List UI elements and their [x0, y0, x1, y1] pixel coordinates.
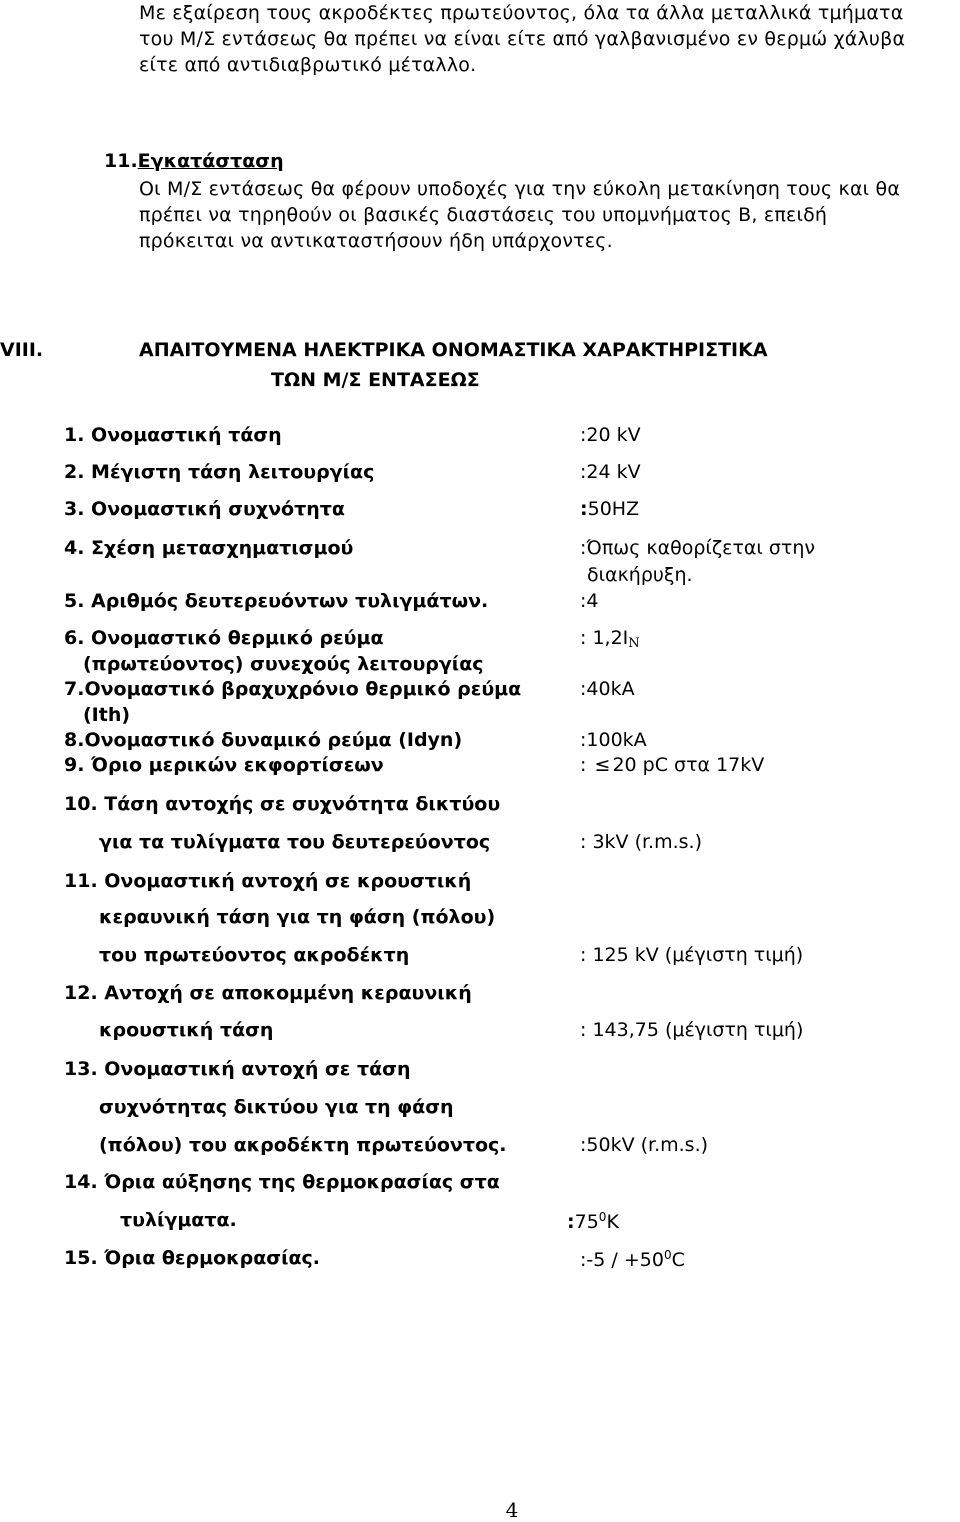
spec-7-label-line-1: 7.Ονομαστικό βραχυχρόνιο θερμικό ρεύμα [64, 678, 522, 700]
spec-8-value: :100kA [580, 729, 647, 751]
page-number: 4 [505, 1498, 519, 1522]
spec-14-value: 75 [574, 1211, 599, 1233]
spec-13-value: :50kV (r.m.s.) [580, 1134, 709, 1156]
section-11-title: Εγκατάσταση [137, 150, 284, 172]
spec-14-colon: : [567, 1211, 575, 1233]
spec-3-value: 50HZ [587, 498, 640, 520]
spec-9-label: 9. Όριο μερικών εκφορτίσεων [64, 754, 384, 776]
spec-10-value: : 3kV (r.m.s.) [580, 831, 702, 853]
spec-13-label-line-3: (πόλου) του ακροδέκτη πρωτεύοντος. [99, 1134, 507, 1156]
section-11-line-2: πρέπει να τηρηθούν οι βασικές διαστάσεις του υπομνήματος Β, επειδή [139, 204, 828, 226]
spec-6-subscript: N [628, 636, 640, 651]
spec-8-label: 8.Ονομαστικό δυναμικό ρεύμα (Idyn) [64, 729, 463, 751]
section-8-number: VIII. [0, 339, 44, 361]
section-11-line-1: Οι Μ/Σ εντάσεως θα φέρουν υποδοχές για την εύκολη μετακίνηση τους και θα [139, 178, 901, 200]
spec-3-value-group [580, 500, 639, 519]
spec-3-colon: : [580, 498, 588, 520]
spec-13-label-line-2: συχνότητας δικτύου για τη φάση [99, 1096, 454, 1118]
spec-14-label-line-1: 14. Όρια αύξησης της θερμοκρασίας στα [64, 1171, 500, 1193]
spec-3-label: 3. Ονομαστική συχνότητα [64, 498, 345, 520]
spec-11-label-line-1: 11. Ονομαστική αντοχή σε κρουστική [64, 870, 472, 892]
spec-4-value-line-1: :Όπως καθορίζεται στην [580, 537, 816, 559]
spec-14-superscript: 0 [598, 1210, 607, 1224]
spec-12-value: : 143,75 (μέγιστη τιμή) [580, 1019, 804, 1041]
spec-11-label-line-3: του πρωτεύοντος ακροδέκτη [99, 944, 410, 966]
intro-line-2: του Μ/Σ εντάσεως θα πρέπει να είναι είτε από γαλβανισμένο εν θερμώ χάλυβα [139, 28, 906, 50]
spec-15-unit: C [671, 1249, 685, 1271]
spec-10-label-line-1: 10. Τάση αντοχής σε συχνότητα δικτύου [64, 793, 501, 815]
section-8-title-line-2: ΤΩΝ Μ/Σ ΕΝΤΑΣΕΩΣ [271, 369, 480, 391]
spec-12-label-line-1: 12. Αντοχή σε αποκομμένη κεραυνική [64, 982, 472, 1004]
spec-14-unit: K [606, 1211, 619, 1233]
spec-7-label-line-2: (Ith) [83, 704, 131, 726]
section-11-heading [104, 152, 284, 171]
spec-2-label: 2. Μέγιστη τάση λειτουργίας [64, 461, 375, 483]
spec-15-superscript: 0 [663, 1248, 672, 1262]
spec-6-label-line-2: (πρωτεύοντος) συνεχούς λειτουργίας [83, 653, 484, 675]
spec-7-value: :40kA [580, 678, 635, 700]
spec-4-value-line-2: διακήρυξη. [587, 564, 693, 586]
spec-11-value: : 125 kV (μέγιστη τιμή) [580, 944, 804, 966]
spec-9-prefix: : [580, 754, 593, 776]
spec-6-value: : 1,2I [580, 627, 629, 649]
section-11-line-3: πρόκειται να αντικαταστήσουν ήδη υπάρχοντες. [139, 230, 613, 252]
intro-line-1: Με εξαίρεση τους ακροδέκτες πρωτεύοντος, όλα τα άλλα μεταλλικά τμήματα [139, 2, 904, 24]
spec-6-label-line-1: 6. Ονομαστικό θερμικό ρεύμα [64, 627, 384, 649]
spec-14-label-line-2: τυλίγματα. [120, 1209, 237, 1231]
less-or-equal-icon: ≤ [594, 754, 611, 776]
spec-15-value: :-5 / +50 [580, 1249, 664, 1271]
spec-1-value: :20 kV [580, 424, 641, 446]
spec-5-value: :4 [580, 590, 599, 612]
spec-13-label-line-1: 13. Ονομαστική αντοχή σε τάση [64, 1058, 411, 1080]
spec-2-value: :24 kV [580, 461, 641, 483]
spec-14-value-group [567, 1211, 619, 1232]
spec-10-label-line-2: για τα τυλίγματα του δευτερεύοντος [99, 831, 491, 853]
section-11-number: 11. [104, 150, 138, 172]
spec-4-label: 4. Σχέση μετασχηματισμού [64, 537, 354, 559]
intro-line-3: είτε από αντιδιαβρωτικό μέταλλο. [139, 54, 477, 76]
spec-9-value: 20 pC στα 17kV [612, 754, 765, 776]
spec-15-label: 15. Όρια θερμοκρασίας. [64, 1247, 321, 1269]
spec-6-value-group [580, 629, 640, 650]
spec-9-value-group [580, 756, 764, 775]
spec-1-label: 1. Ονομαστική τάση [64, 424, 282, 446]
spec-12-label-line-2: κρουστική τάση [99, 1019, 274, 1041]
spec-15-value-group [580, 1249, 685, 1270]
spec-11-label-line-2: κεραυνική τάση για τη φάση (πόλου) [99, 906, 496, 928]
section-8-title-line-1: ΑΠΑΙΤΟΥΜΕΝΑ ΗΛΕΚΤΡΙΚΑ ΟΝΟΜΑΣΤΙΚΑ ΧΑΡΑΚΤΗΡΙΣΤΙΚΑ [139, 339, 768, 361]
spec-5-label: 5. Αριθμός δευτερευόντων τυλιγμάτων. [64, 590, 489, 612]
